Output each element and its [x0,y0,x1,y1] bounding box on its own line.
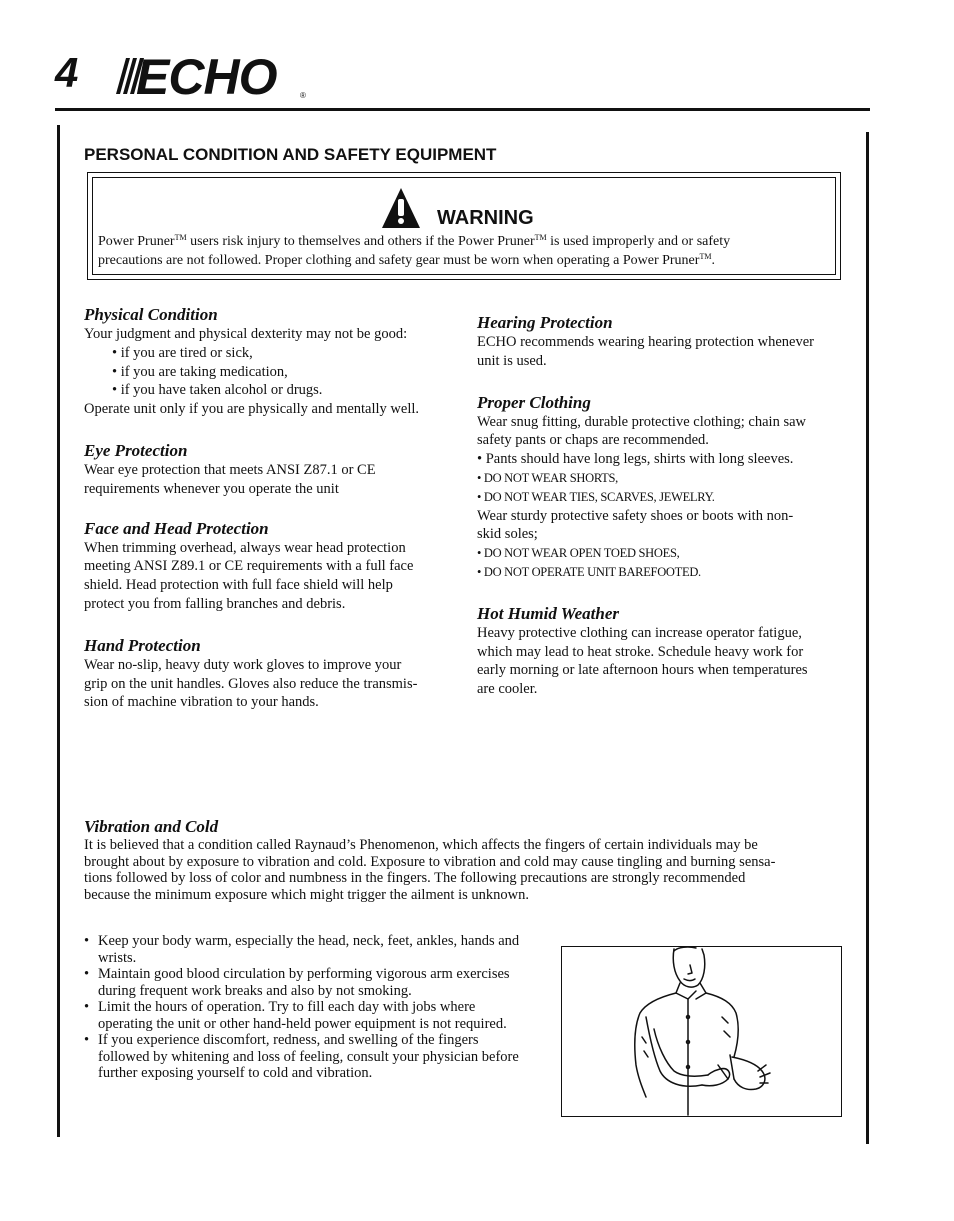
warning-text: Power Pruner™ users risk injury to themselves and others if the Power Pruner™ is used improperly and or safety precautions are not followed. Proper clothing and safety gear must be worn when operating a Power Pruner™. [98,233,731,268]
registered-mark: ® [300,91,306,100]
illustration-frame [561,946,842,1117]
eye-protection-heading: Eye Protection [84,440,188,460]
left-column [84,305,444,712]
warning-title: WARNING [437,207,534,229]
eye-protection-section: Eye Protection Wear eye protection that meets ANSI Z87.1 or CE requirements whenever you operate the unit [84,441,444,499]
hand-protection-section: Hand Protection Wear no-slip, heavy duty work gloves to improve your grip on the unit handles. Gloves also reduce the transmis- sion of machine vibration to your hands. [84,636,444,712]
face-head-protection-section: Face and Head Protection When trimming overhead, always wear head protection meeting ANSI Z89.1 or CE requirements with a full face shield. Head protection with full face shield will help protect you from falling branches and debris. [84,519,444,614]
hearing-protection-heading: Hearing Protection [477,313,613,332]
proper-clothing-section: Proper Clothing Wear snug fitting, durable protective clothing; chain saw safety pants or chaps are recommended. • Pants should have long legs, shirts with long sleeves. • DO NOT WEAR SHORTS, • DO NOT WEAR TIES, SCARVES, JEWELRY. Wear sturdy protective safety shoes or boots with non- skid soles; • DO NOT WEAR OPEN TOED SHOES, • DO NOT OPERATE UNIT BAREFOOTED. [477,393,839,582]
right-column [477,313,839,699]
list-item: • If you experience discomfort, redness, and swelling of the fingers followed by whitening and loss of feeling, consult your physician before further exposing yourself to cold and vibration. [84,1032,519,1081]
right-margin-rule [866,132,869,1144]
hot-humid-weather-section: Hot Humid Weather Heavy protective clothing can increase operator fatigue, which may lead to heat stroke. Schedule heavy work for early morning or late afternoon hours when temperatures are cooler. [477,604,839,699]
header-rule [55,108,870,111]
face-head-protection-heading: Face and Head Protection [84,518,269,538]
vibration-cold-heading: Vibration and Cold [84,817,219,836]
list-item: • Maintain good blood circulation by performing vigorous arm exercises during frequent work breaks and also by not smoking. [84,966,510,999]
hand-protection-heading: Hand Protection [84,635,201,655]
warning-triangle-icon [381,187,421,229]
logo-text: ECHO [136,54,277,100]
left-margin-rule [57,125,60,1137]
physical-condition-heading: Physical Condition [84,305,218,324]
vibration-cold-section: Vibration and Cold It is believed that a condition called Raynaud’s Phenomenon, which affects the fingers of certain individuals may be brought about by exposure to vibration and cold. Exposure to vibration and cold may cause tingling and burning sensa- tions followed by loss of color and numbness in the fingers. The following precautions are strongly recommended because the minimum exposure which might trigger the ailment is unknown. [84,817,839,903]
man-rubbing-hands-illustration [562,947,841,1116]
list-item: • Limit the hours of operation. Try to fill each day with jobs where operating the unit or other hand-held power equipment is not required. [84,999,507,1032]
hearing-protection-section: Hearing Protection ECHO recommends wearing hearing protection whenever unit is used. [477,313,839,371]
echo-logo [112,54,312,100]
precautions-list [84,933,526,1082]
hot-humid-weather-heading: Hot Humid Weather [477,603,620,623]
list-item: • Keep your body warm, especially the head, neck, feet, ankles, hands and wrists. [84,933,520,966]
page-number: 4 [55,49,79,96]
section-title: PERSONAL CONDITION AND SAFETY EQUIPMENT [84,145,497,164]
physical-condition-section: Physical Condition Your judgment and physical dexterity may not be good: • if you are tired or sick, • if you are taking medication, • if you have taken alcohol or drugs. Operate unit only if you are physically and mentally well. [84,305,444,419]
proper-clothing-heading: Proper Clothing [477,392,591,412]
